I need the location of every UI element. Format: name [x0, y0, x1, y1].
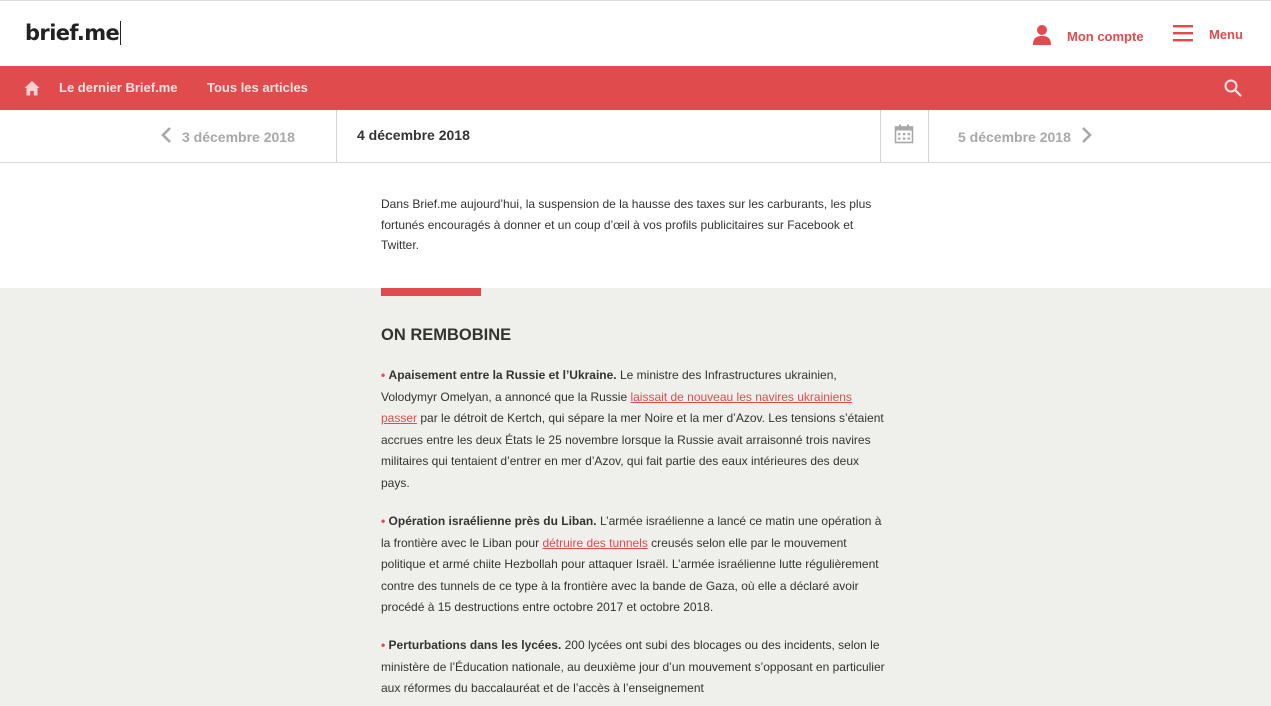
- calendar-icon[interactable]: [894, 124, 914, 149]
- intro-section: [0, 163, 1271, 288]
- next-date-label[interactable]: 5 décembre 2018: [958, 128, 1071, 145]
- news-item-text: par le détroit de Kertch, qui sépare la mer Noire et la mer d’Azov. Les tensions s’étaient accrues entre les deux États le 25 novembre lorsque la Russie avait arraisonné trois navires militaires qui tentaient d’entrer en mer d’Azov, qui fait partie des eaux intérieures des deux pays.: [381, 411, 884, 490]
- date-navigation: [0, 110, 1271, 163]
- bullet: •: [381, 638, 386, 652]
- search-icon[interactable]: [1224, 79, 1242, 102]
- nav-link-latest[interactable]: Le dernier Brief.me: [59, 80, 178, 95]
- news-item-heading: Perturbations dans les lycées.: [388, 638, 562, 652]
- news-item-link[interactable]: laissait de nouveau les navires ukrainiens passer: [381, 389, 852, 426]
- divider: [880, 110, 881, 162]
- menu-label[interactable]: Menu: [1209, 27, 1243, 42]
- next-date-link[interactable]: [958, 126, 1093, 147]
- account-link[interactable]: [1032, 24, 1144, 48]
- account-label[interactable]: Mon compte: [1067, 28, 1144, 44]
- section-accent-bar: [381, 288, 481, 296]
- current-date: 4 décembre 2018: [357, 127, 470, 143]
- bullet: •: [381, 368, 386, 382]
- news-item-heading: Opération israélienne près du Liban.: [388, 514, 597, 528]
- news-item-text: L’armée israélienne a lancé ce matin une opération à la frontière avec le Liban pour: [381, 514, 882, 550]
- main-nav: [0, 66, 1271, 110]
- news-item-text: Le ministre des Infrastructures ukrainien, Volodymyr Omelyan, a annoncé que la Russie: [381, 368, 837, 404]
- news-item-text: 200 lycées ont subi des blocages ou des incidents, selon le ministère de l’Éducation nationale, au deuxième jour d’un mouvement s’opposant en particulier aux réformes du baccalauréat et de l’accès à l’enseignement: [381, 638, 885, 696]
- news-item: [381, 635, 887, 700]
- divider: [336, 110, 337, 162]
- bullet: •: [381, 514, 386, 528]
- news-item: [381, 511, 887, 619]
- previous-date-link[interactable]: [160, 126, 295, 147]
- section-title: ON REMBOBINE: [381, 326, 512, 344]
- user-icon: [1032, 24, 1052, 48]
- news-item-heading: Apaisement entre la Russie et l’Ukraine.: [388, 368, 617, 382]
- logo[interactable]: [25, 21, 121, 45]
- news-item: [381, 365, 887, 495]
- top-header: [0, 0, 1271, 66]
- divider: [928, 110, 929, 162]
- nav-link-all-articles[interactable]: Tous les articles: [207, 80, 308, 95]
- previous-date-label[interactable]: 3 décembre 2018: [182, 128, 295, 145]
- hamburger-icon: [1173, 24, 1193, 45]
- logo-text[interactable]: brief.me: [25, 21, 120, 45]
- menu-button[interactable]: [1173, 24, 1243, 45]
- home-icon[interactable]: [24, 80, 40, 101]
- intro-text: Dans Brief.me aujourd’hui, la suspension de la hausse des taxes sur les carburants, les plus fortunés encouragés à donner et un coup d’œil à vos profils publicitaires sur Facebook et Twitter.: [381, 197, 872, 252]
- chevron-left-icon: [160, 126, 172, 147]
- chevron-right-icon: [1081, 126, 1093, 147]
- text-cursor: [120, 21, 121, 45]
- news-item-text: creusés selon elle par le mouvement politique et armé chiite Hezbollah pour attaquer Israël. L’armée israélienne lutte régulièrement contre des tunnels de ce type à la frontière avec la bande de Gaza, où elle a déclaré avoir procédé à 15 destructions entre octobre 2017 et octobre 2018.: [381, 535, 879, 615]
- news-item-link[interactable]: détruire des tunnels: [542, 535, 648, 550]
